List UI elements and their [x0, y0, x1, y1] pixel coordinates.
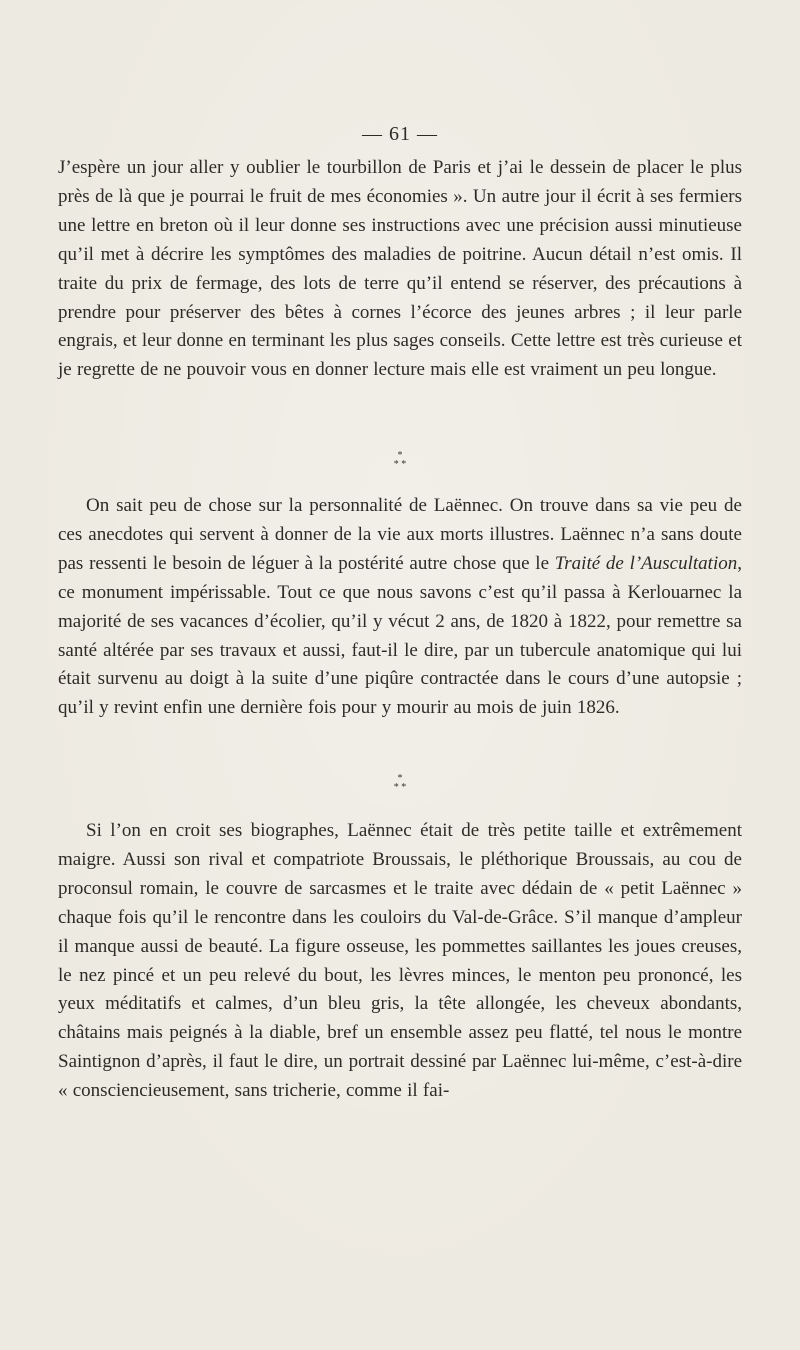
- book-title-traite-auscultation: Traité de l’Auscultation: [554, 552, 738, 574]
- asterism-2: [0, 774, 800, 792]
- paragraph-3: Si l’on en croit ses biographes, Laënnec était de très petite taille et extrêmement maigre. Aussi son rival et compatriote Broussais, le pléthorique Broussais, au cou de proconsul romain, le couvre de sarcasmes et le traite avec dédain de « petit Laënnec » chaque fois qu’il le rencontre dans les couloirs du Val-de-Grâce. S’il manque d’ampleur il manque aussi de beauté. La figure osseuse, les pommettes saillantes les joues creuses, le nez pincé et un peu relevé du bout, les lèvres minces, le menton peu prononcé, les yeux méditatifs et calmes, d’un bleu gris, la tête allongée, les cheveux abondants, châtains mais peignés à la diable, bref un ensemble assez peu flatté, tel nous le montre Saintignon d’après, il faut le dire, un portrait dessiné par Laënnec lui-même, c’est-à-dire « consciencieusement, sans tricherie, comme il fai-: [58, 820, 742, 1102]
- paragraph-2-before: On sait peu de chose sur la personnalité de Laënnec. On trouve dans sa vie peu de ces anecdotes qui servent à donner de la vie aux morts illustres. Laënnec n’a sans doute pas ressenti le besoin de léguer à la postérité autre chose que le: [58, 495, 742, 574]
- paragraph-2: [58, 492, 742, 723]
- asterism-1: [0, 451, 800, 469]
- paragraph-1: J’espère un jour aller y oublier le tourbillon de Paris et j’ai le dessein de placer le plus près de là que je pourrai le fruit de mes économies ». Un autre jour il écrit à ses fermiers une lettre en breton où il leur donne ses instructions avec une précision aussi minutieuse qu’il met à décrire les symptômes des maladies de poitrine. Aucun détail n’est omis. Il traite du prix de fermage, des lots de terre qu’il entend se réserver, des précautions à prendre pour préserver des bêtes à cornes l’écorce des jeunes arbres ; il leur parle engrais, et leur donne en terminant les plus sages conseils. Cette lettre est très curieuse et je regrette de ne pouvoir vous en donner lecture mais elle est vraiment un peu longue.: [58, 157, 742, 381]
- page-number: — 61 —: [362, 123, 438, 145]
- asterism-1-glyphs: * * *: [393, 450, 407, 470]
- paragraph-2-after: , ce monument impérissable. Tout ce que nous savons c’est qu’il passa à Kerlouarnec la majorité de ses vacances d’écolier, qu’il y vécut 2 ans, de 1820 à 1822, pour remettre sa santé altérée par ses travaux et aussi, faut-il le dire, par un tubercule anatomique qui lui était survenu au doigt à la suite d’une piqûre contractée dans le cours d’une autopsie ; qu’il y revint enfin une dernière fois pour y mourir au mois de juin 1826.: [58, 552, 742, 719]
- asterism-2-glyphs: * * *: [393, 773, 407, 793]
